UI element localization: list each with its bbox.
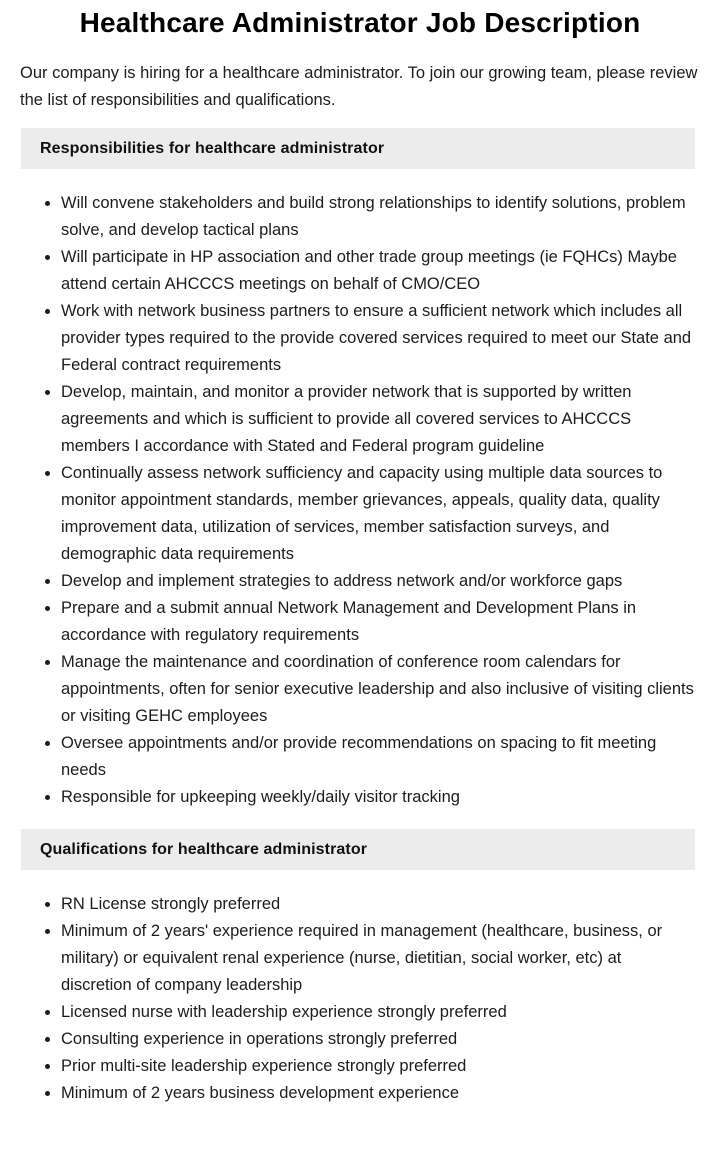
list-item: Develop, maintain, and monitor a provider network that is supported by written agreements and which is sufficient to provide all covered services to AHCCCS members I accordance with Stated and Federal program guideline bbox=[61, 379, 694, 460]
list-item: Will participate in HP association and other trade group meetings (ie FQHCs) Maybe attend certain AHCCCS meetings on behalf of CMO/CEO bbox=[61, 244, 694, 298]
responsibilities-heading-text: Responsibilities for healthcare administrator bbox=[40, 139, 385, 157]
list-item: Minimum of 2 years' experience required in management (healthcare, business, or military) or equivalent renal experience (nurse, dietitian, social worker, etc) at discretion of company leadership bbox=[61, 918, 694, 999]
intro-paragraph: Our company is hiring for a healthcare administrator. To join our growing team, please review the list of responsibilities and qualifications. bbox=[20, 64, 698, 109]
qualifications-section-header bbox=[21, 829, 695, 870]
list-item: Manage the maintenance and coordination of conference room calendars for appointments, often for senior executive leadership and also inclusive of visiting clients or visiting GEHC employees bbox=[61, 649, 694, 730]
list-item: Licensed nurse with leadership experience strongly preferred bbox=[61, 999, 694, 1026]
list-item: RN License strongly preferred bbox=[61, 891, 694, 918]
list-item: Will convene stakeholders and build strong relationships to identify solutions, problem solve, and develop tactical plans bbox=[61, 190, 694, 244]
list-item: Develop and implement strategies to address network and/or workforce gaps bbox=[61, 568, 694, 595]
qualifications-list bbox=[0, 891, 694, 1107]
list-item: Continually assess network sufficiency and capacity using multiple data sources to monitor appointment standards, member grievances, appeals, quality data, quality improvement data, utilization of services, member satisfaction surveys, and demographic data requirements bbox=[61, 460, 694, 568]
section-responsibilities bbox=[0, 128, 720, 811]
responsibilities-section-header bbox=[21, 128, 695, 169]
qualifications-heading-text: Qualifications for healthcare administrator bbox=[40, 840, 368, 858]
list-item: Consulting experience in operations strongly preferred bbox=[61, 1026, 694, 1053]
page-title: Healthcare Administrator Job Description bbox=[79, 7, 641, 38]
list-item: Prepare and a submit annual Network Management and Development Plans in accordance with regulatory requirements bbox=[61, 595, 694, 649]
list-item: Minimum of 2 years business development experience bbox=[61, 1080, 694, 1107]
responsibilities-list bbox=[0, 190, 694, 811]
list-item: Oversee appointments and/or provide recommendations on spacing to fit meeting needs bbox=[61, 730, 694, 784]
list-item: Work with network business partners to ensure a sufficient network which includes all provider types required to the provide covered services required to meet our State and Federal contract requirements bbox=[61, 298, 694, 379]
list-item: Responsible for upkeeping weekly/daily visitor tracking bbox=[61, 784, 694, 811]
section-qualifications bbox=[0, 829, 720, 1107]
list-item: Prior multi-site leadership experience strongly preferred bbox=[61, 1053, 694, 1080]
